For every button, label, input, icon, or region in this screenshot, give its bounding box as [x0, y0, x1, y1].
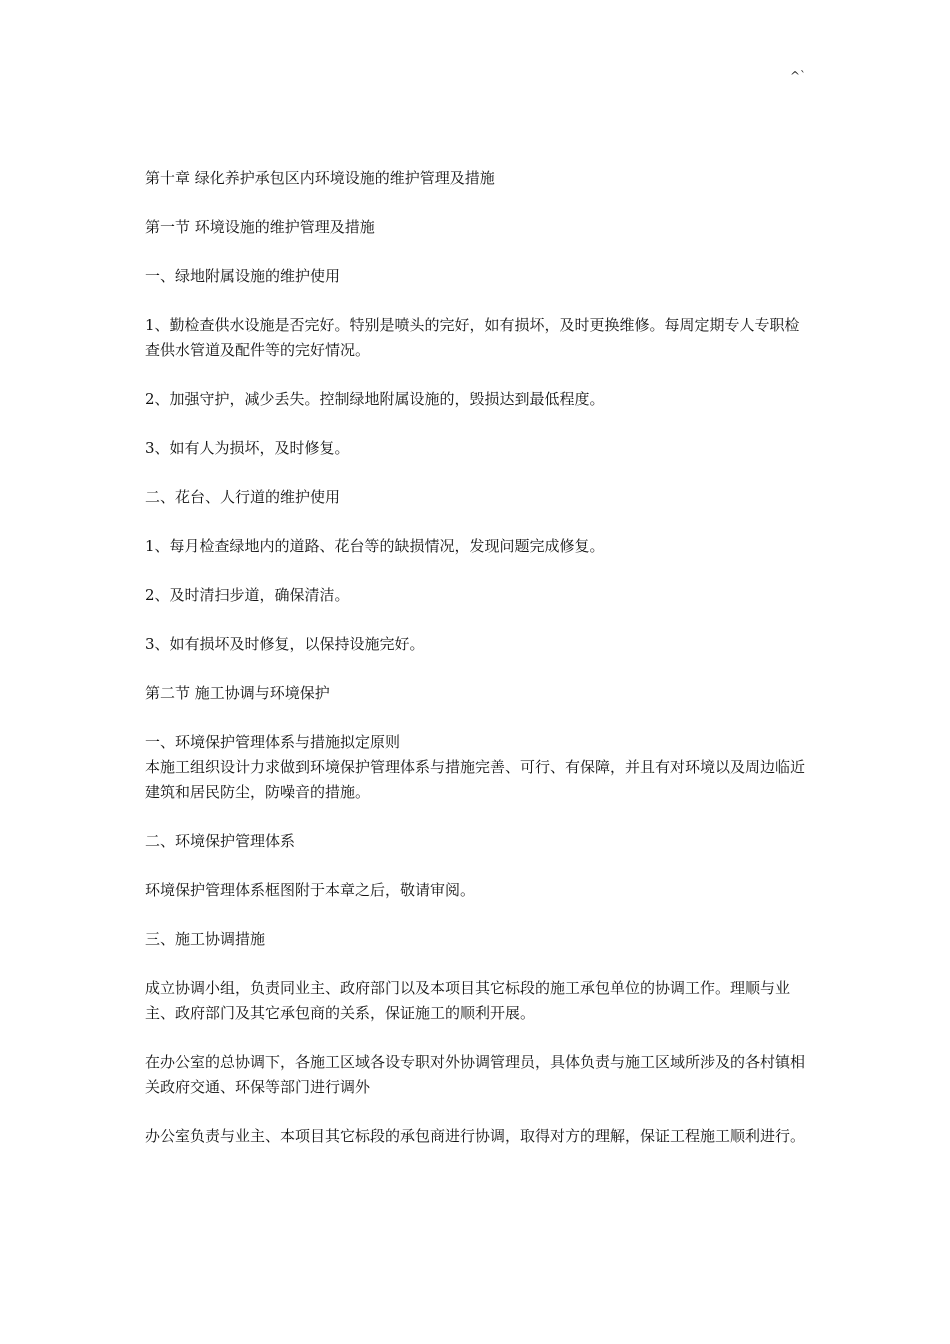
subsection-title: 一、绿地附属设施的维护使用	[145, 267, 341, 285]
paragraph: 办公室负责与业主、本项目其它标段的承包商进行协调，取得对方的理解，保证工程施工顺利进行。	[145, 1127, 806, 1145]
subsection-title: 一、环境保护管理体系与措施拟定原则	[145, 733, 401, 751]
section-title: 第一节 环境设施的维护管理及措施	[145, 218, 375, 236]
paragraph: 3、如有人为损坏，及时修复。	[145, 439, 350, 457]
paragraph: 本施工组织设计力求做到环境保护管理体系与措施完善、可行、有保障，并且有对环境以及周边临近建筑和居民防尘，防噪音的措施。	[145, 758, 806, 801]
paragraph: 环境保护管理体系框图附于本章之后，敬请审阅。	[145, 881, 476, 899]
paragraph: 1、勤检查供水设施是否完好。特别是喷头的完好，如有损坏，及时更换维修。每周定期专人专职检查供水管道及配件等的完好情况。	[145, 316, 800, 359]
document-body	[145, 166, 810, 1149]
paragraph: 3、如有损坏及时修复，以保持设施完好。	[145, 635, 425, 653]
paragraph: 1、每月检查绿地内的道路、花台等的缺损情况，发现问题完成修复。	[145, 537, 605, 555]
subsection-title: 三、施工协调措施	[145, 930, 266, 948]
chapter-title: 第十章 绿化养护承包区内环境设施的维护管理及措施	[145, 169, 495, 187]
paragraph: 2、及时清扫步道，确保清洁。	[145, 586, 350, 604]
subsection-title: 二、环境保护管理体系	[145, 832, 296, 850]
paragraph: 2、加强守护，减少丢失。控制绿地附属设施的，毁损达到最低程度。	[145, 390, 605, 408]
paragraph: 在办公室的总协调下，各施工区域各设专职对外协调管理员，具体负责与施工区域所涉及的各村镇相关政府交通、环保等部门进行调外	[145, 1053, 806, 1096]
subsection-title: 二、花台、人行道的维护使用	[145, 488, 341, 506]
header-mark: ^`	[790, 69, 807, 83]
paragraph: 成立协调小组，负责同业主、政府部门以及本项目其它标段的施工承包单位的协调工作。理顺与业主、政府部门及其它承包商的关系，保证施工的顺利开展。	[145, 979, 791, 1022]
section-title: 第二节 施工协调与环境保护	[145, 684, 330, 702]
